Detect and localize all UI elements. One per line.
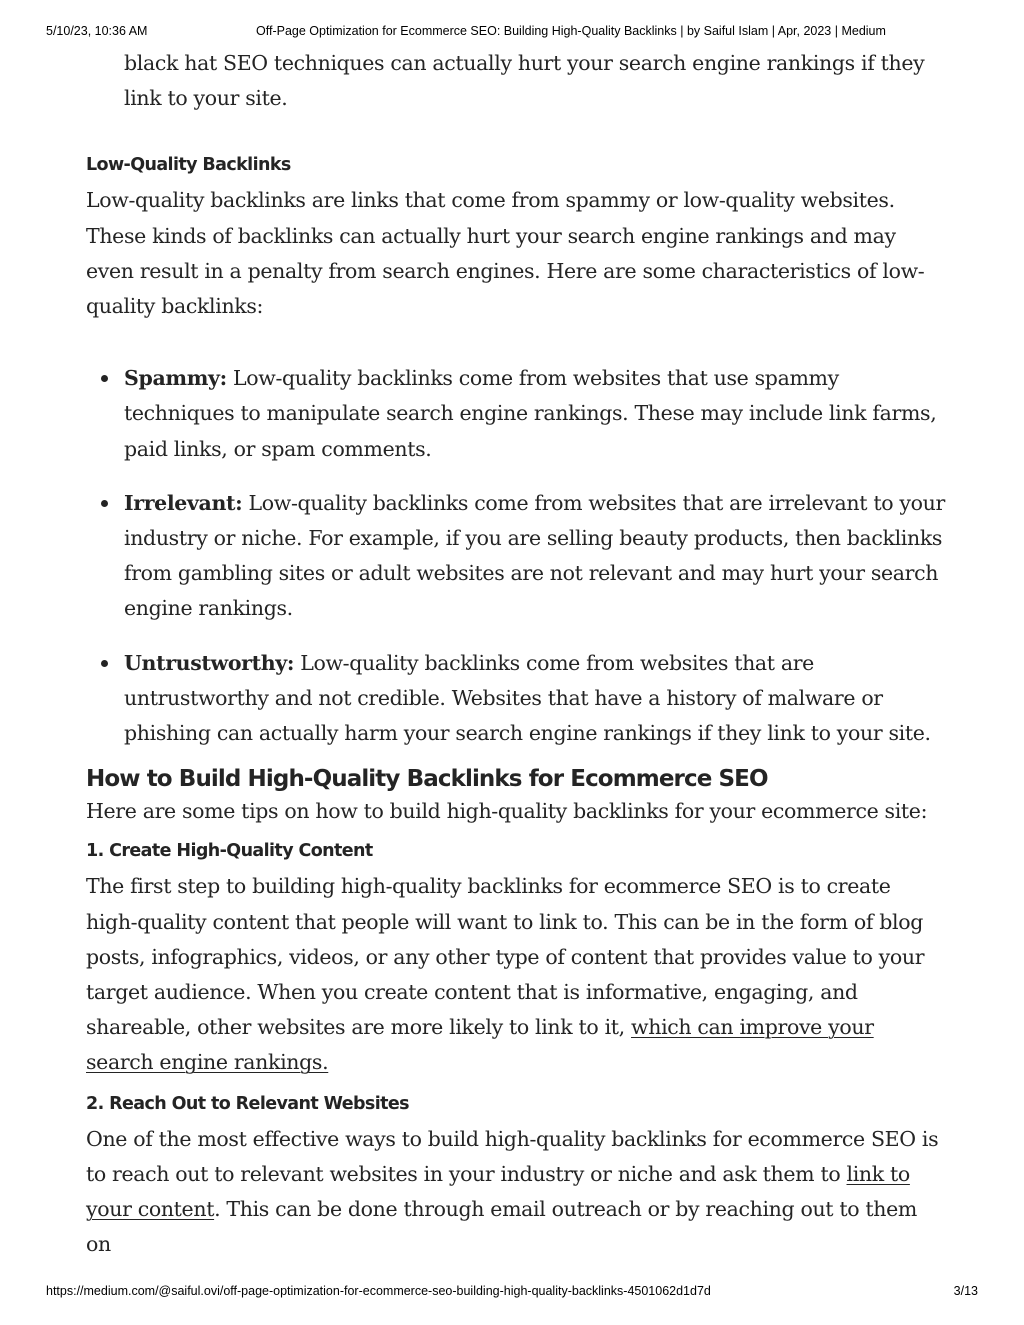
- list-item-spammy: [86, 361, 946, 467]
- print-page-title: Off-Page Optimization for Ecommerce SEO: Building High-Quality Backlinks | by Saiful Islam | Apr, 2023 | Medium: [256, 24, 886, 38]
- heading-how-to-build: How to Build High-Quality Backlinks for Ecommerce SEO: [86, 766, 768, 793]
- low-quality-characteristics-list: [86, 361, 946, 751]
- list-item-irrelevant: [86, 486, 946, 627]
- bullet-dot: [101, 500, 108, 507]
- step-2-text-before: One of the most effective ways to build high-quality backlinks for ecommerce SEO is to reach out to relevant websites in your industry or niche and ask them to: [86, 1126, 939, 1186]
- step-2-paragraph: [86, 1122, 946, 1263]
- heading-step-1: 1. Create High-Quality Content: [86, 841, 373, 862]
- print-url: https://medium.com/@saiful.ovi/off-page-optimization-for-ecommerce-seo-building-high-quality-backlinks-4501062d1d7d: [46, 1284, 711, 1298]
- improve-rankings-link[interactable]: which can improve your search engine rankings.: [86, 1015, 874, 1075]
- step-2-text-after: . This can be done through email outreach or by reaching out to them on: [86, 1197, 918, 1257]
- article-body: [86, 46, 946, 1262]
- bullet-dot: [101, 660, 108, 667]
- heading-step-2: 2. Reach Out to Relevant Websites: [86, 1093, 409, 1114]
- how-to-intro: Here are some tips on how to build high-quality backlinks for your ecommerce site:: [86, 799, 928, 824]
- print-date: 5/10/23, 10:36 AM: [46, 24, 148, 38]
- intro-continuation: black hat SEO techniques can actually hurt your search engine rankings if they link to your site.: [124, 51, 925, 111]
- print-page-number: 3/13: [953, 1284, 978, 1298]
- list-item-text: Low-quality backlinks come from websites that use spammy techniques to manipulate search engine rankings. These may include link farms, paid links, or spam comments.: [124, 366, 937, 461]
- bullet-dot: [101, 375, 108, 382]
- print-header: [46, 24, 978, 42]
- list-item-label: Irrelevant:: [124, 490, 243, 515]
- step-1-paragraph: [86, 869, 946, 1080]
- list-item-text: Low-quality backlinks come from websites that are untrustworthy and not credible. Websites that have a history of malware or phishing can actually harm your search engine rankings if they link to your site.: [124, 650, 931, 746]
- link-to-your-content-link[interactable]: link to your content: [86, 1161, 910, 1222]
- list-item-text: Low-quality backlinks come from websites that are irrelevant to your industry or niche. For example, if you are selling beauty products, then backlinks from gambling sites or adult websites are not relevant and may hurt your search engine rankings.: [124, 490, 945, 621]
- list-item-label: Untrustworthy:: [124, 650, 295, 675]
- low-quality-paragraph: Low-quality backlinks are links that come from spammy or low-quality websites. These kinds of backlinks can actually hurt your search engine rankings and may even result in a penalty from search engines. Here are some characteristics of low-quality backlinks:: [86, 188, 925, 319]
- heading-low-quality-backlinks: Low-Quality Backlinks: [86, 155, 291, 176]
- list-item-label: Spammy:: [124, 366, 227, 391]
- list-item-untrustworthy: [86, 646, 946, 752]
- step-1-text: The first step to building high-quality backlinks for ecommerce SEO is to create high-quality content that people will want to link to. This can be in the form of blog posts, infographics, videos, or any other type of content that provides value to your target audience. When you create content that is informative, engaging, and shareable, other websites are more likely to link to it,: [86, 874, 925, 1040]
- print-footer: [46, 1284, 978, 1302]
